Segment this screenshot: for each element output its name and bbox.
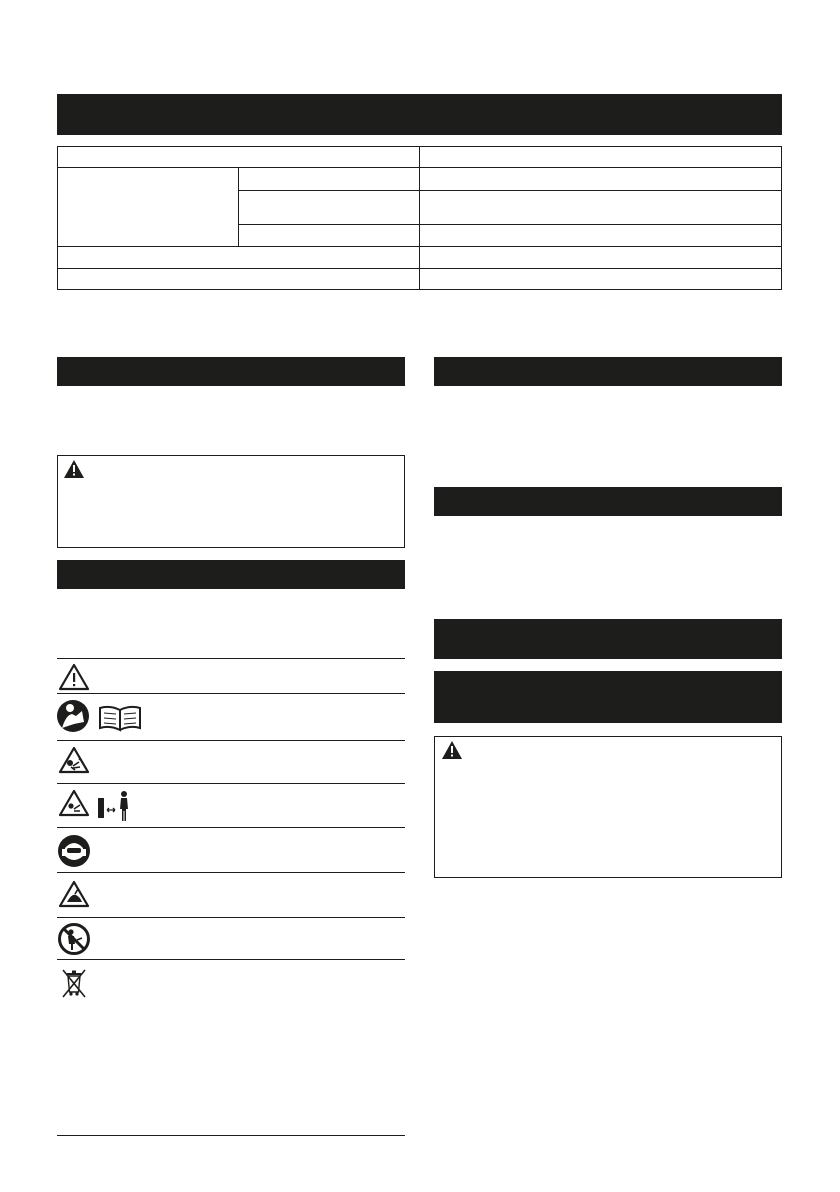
- left-section-header-1: [57, 357, 405, 386]
- symbol-row-line: [57, 872, 405, 873]
- left-warning-box: [57, 455, 405, 548]
- spec-col-line: [419, 146, 420, 290]
- spec-row-line: [238, 224, 782, 225]
- snow-hazard-icon: [58, 880, 90, 908]
- crossed-bin-icon: [60, 966, 88, 1000]
- warning-triangle-icon: [441, 740, 463, 760]
- keep-distance-icon: [58, 788, 138, 824]
- read-manual-icon: [56, 698, 148, 734]
- spec-row-line: [238, 190, 782, 191]
- right-section-header-4: [434, 671, 782, 723]
- symbol-row-line: [57, 783, 405, 784]
- spec-col-line: [238, 167, 239, 246]
- symbol-row-line: [57, 658, 405, 659]
- warning-triangle-icon: [63, 459, 85, 479]
- symbol-row-line: [57, 917, 405, 918]
- specifications-header-bar: [57, 94, 782, 135]
- warning-triangle-icon: [58, 663, 90, 691]
- no-bystanders-icon: [57, 922, 91, 956]
- symbol-row-line: [57, 959, 405, 960]
- wear-protection-icon: [57, 834, 91, 868]
- symbol-table-bottom-line: [57, 1135, 405, 1136]
- flying-objects-icon: [58, 746, 90, 774]
- left-section-header-2: [57, 560, 405, 589]
- symbol-row-line: [57, 827, 405, 828]
- right-warning-box: [434, 736, 782, 878]
- right-section-header-3: [434, 619, 782, 659]
- right-section-header-2: [434, 487, 782, 516]
- right-section-header-1: [434, 357, 782, 386]
- symbol-row-line: [57, 693, 405, 694]
- symbol-row-line: [57, 740, 405, 741]
